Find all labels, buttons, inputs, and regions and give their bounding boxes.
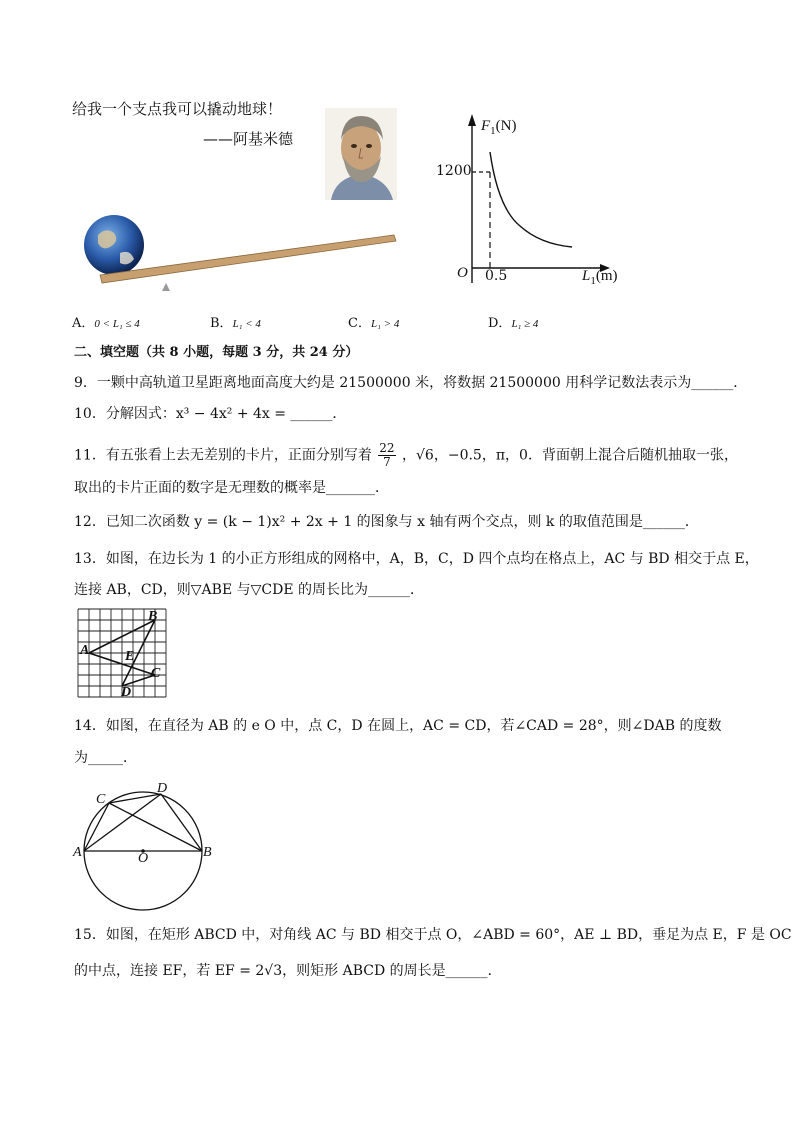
question-9: 9．一颗中高轨道卫星距离地面高度大约是 21500000 米，将数据 21500000 用科学记数法表示为______． xyxy=(74,375,748,391)
grid-label-e: E xyxy=(125,649,135,664)
question-15-line1: 15．如图，在矩形 ABCD 中，对角线 AC 与 BD 相交于点 O，∠ABD = 60°，AE ⊥ BD，垂足为点 E，F 是 OC xyxy=(74,927,792,943)
question-14-line1: 14．如图，在直径为 AB 的 e O 中，点 C，D 在圆上，AC = CD，若∠CAD = 28°，则∠DAB 的度数 xyxy=(74,718,722,734)
grid-label-d: D xyxy=(121,685,132,700)
option-c: C．L₁ > 4 xyxy=(348,316,400,331)
question-13-line2: 连接 AB，CD，则▽ABE 与▽CDE 的周长比为______． xyxy=(74,582,424,598)
circle-label-a: A xyxy=(73,845,82,860)
question-13-line1: 13．如图，在边长为 1 的小正方形组成的网格中，A，B，C，D 四个点均在格点上，AC 与 BD 相交于点 E， xyxy=(74,551,759,567)
graph-y-tick: 1200 xyxy=(436,163,472,179)
graph-x-label: $L_1(m)$ xyxy=(582,268,618,287)
fraction-22-7: $\frac{22}{7}$ xyxy=(379,441,395,469)
option-d: D．L₁ ≥ 4 xyxy=(488,316,539,331)
grid-label-a: A xyxy=(80,643,90,658)
grid-label-c: C xyxy=(151,666,161,681)
graph-y-label: $F_1(N)$ xyxy=(481,118,517,137)
circle-label-b: B xyxy=(203,845,212,860)
quote-attribution: ——阿基米德 xyxy=(203,130,294,148)
question-11-line1: 11．有五张看上去无差别的卡片，正面分别写着 $\frac{22}{7}$ ，√6，−0.5，π，0．背面朝上混合后随机抽取一张， xyxy=(74,441,738,469)
option-b: B．L₁ < 4 xyxy=(210,316,261,331)
question-14-line2: 为_____． xyxy=(74,750,137,766)
fulcrum-triangle xyxy=(162,283,170,291)
graph-origin: O xyxy=(457,265,468,281)
circle-figure-q14 xyxy=(70,776,220,912)
circle-label-c: C xyxy=(96,792,106,807)
option-a: A．0 < L₁ ≤ 4 xyxy=(72,316,140,331)
earth-globe xyxy=(84,215,144,275)
question-11-line2: 取出的卡片正面的数字是无理数的概率是_______． xyxy=(74,480,389,496)
question-12: 12．已知二次函数 y = (k − 1)x² + 2x + 1 的图象与 x 轴有两个交点，则 k 的取值范围是______． xyxy=(74,514,699,530)
circle-label-o: O xyxy=(138,851,149,866)
quote-text: 给我一个支点我可以撬动地球！ xyxy=(72,100,283,118)
grid-label-b: B xyxy=(148,609,158,624)
lever-bar xyxy=(100,235,396,283)
earth-lever-illustration xyxy=(80,205,400,295)
circle-label-d: D xyxy=(157,781,168,796)
section-title: 二、填空题（共 8 小题，每题 3 分，共 24 分） xyxy=(74,345,359,360)
archimedes-portrait xyxy=(325,108,397,200)
graph-x-tick: 0.5 xyxy=(485,268,508,284)
question-15-line2: 的中点，连接 EF，若 EF = 2√3，则矩形 ABCD 的周长是______． xyxy=(74,963,502,979)
question-10: 10．分解因式：x³ − 4x² + 4x = ______． xyxy=(74,406,347,422)
